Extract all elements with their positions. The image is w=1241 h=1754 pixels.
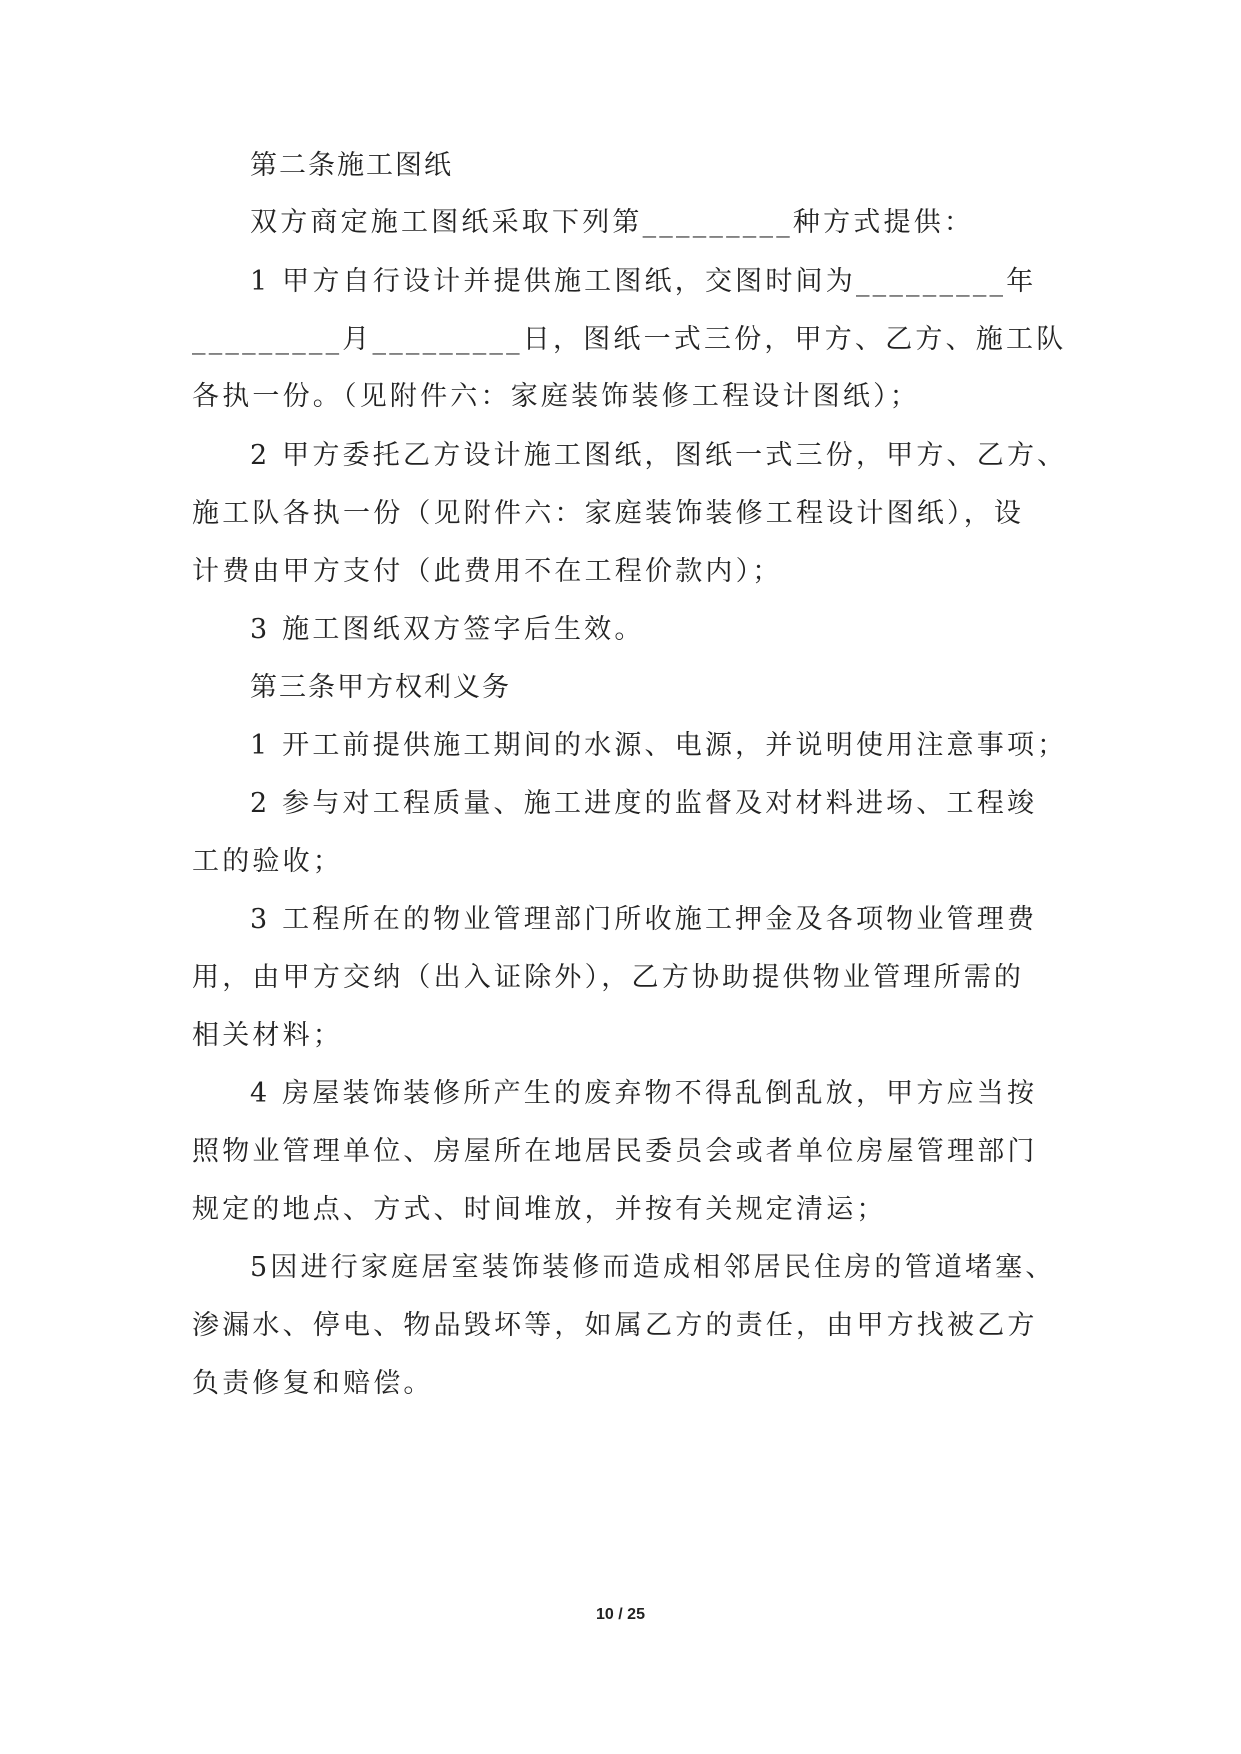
paragraph-line: _________月_________日，图纸一式三份，甲方、乙方、施工队: [192, 324, 1067, 355]
paragraph-line: 负责修复和赔偿。: [192, 1368, 434, 1399]
paragraph-line: 规定的地点、方式、时间堆放，并按有关规定清运；: [192, 1194, 887, 1225]
paragraph-line: 用，由甲方交纳（出入证除外），乙方协助提供物业管理所需的: [192, 962, 1025, 993]
paragraph-line: 5因进行家庭居室装饰装修而造成相邻居民住房的管道堵塞、: [250, 1252, 1056, 1283]
paragraph-line: 2 甲方委托乙方设计施工图纸，图纸一式三份，甲方、乙方、: [250, 440, 1068, 471]
paragraph-line: 1 甲方自行设计并提供施工图纸，交图时间为_________年: [250, 266, 1037, 297]
paragraph-line: 计费由甲方支付（此费用不在工程价款内）；: [192, 556, 783, 587]
article-3-heading: 第三条甲方权利义务: [250, 672, 511, 703]
paragraph-line: 工的验收；: [192, 846, 343, 877]
paragraph-line: 相关材料；: [192, 1020, 343, 1051]
paragraph-line: 3 施工图纸双方签字后生效。: [250, 614, 645, 645]
paragraph-line: 施工队各执一份（见附件六：家庭装饰装修工程设计图纸），设: [192, 498, 1025, 529]
paragraph-line: 渗漏水、停电、物品毁坏等，如属乙方的责任，由甲方找被乙方: [192, 1310, 1038, 1341]
page-number: 10 / 25: [596, 1606, 645, 1623]
paragraph-line: 照物业管理单位、房屋所在地居民委员会或者单位房屋管理部门: [192, 1136, 1038, 1167]
paragraph-line: 各执一份。（见附件六：家庭装饰装修工程设计图纸）；: [192, 381, 920, 412]
paragraph-line: 2 参与对工程质量、施工进度的监督及对材料进场、工程竣: [250, 788, 1038, 819]
paragraph-line: 3 工程所在的物业管理部门所收施工押金及各项物业管理费: [250, 904, 1038, 935]
paragraph-line: 双方商定施工图纸采取下列第_________种方式提供：: [250, 207, 975, 238]
paragraph-line: 4 房屋装饰装修所产生的废弃物不得乱倒乱放，甲方应当按: [250, 1078, 1038, 1109]
paragraph-line: 1 开工前提供施工期间的水源、电源，并说明使用注意事项；: [250, 730, 1068, 761]
article-2-heading: 第二条施工图纸: [250, 150, 453, 181]
